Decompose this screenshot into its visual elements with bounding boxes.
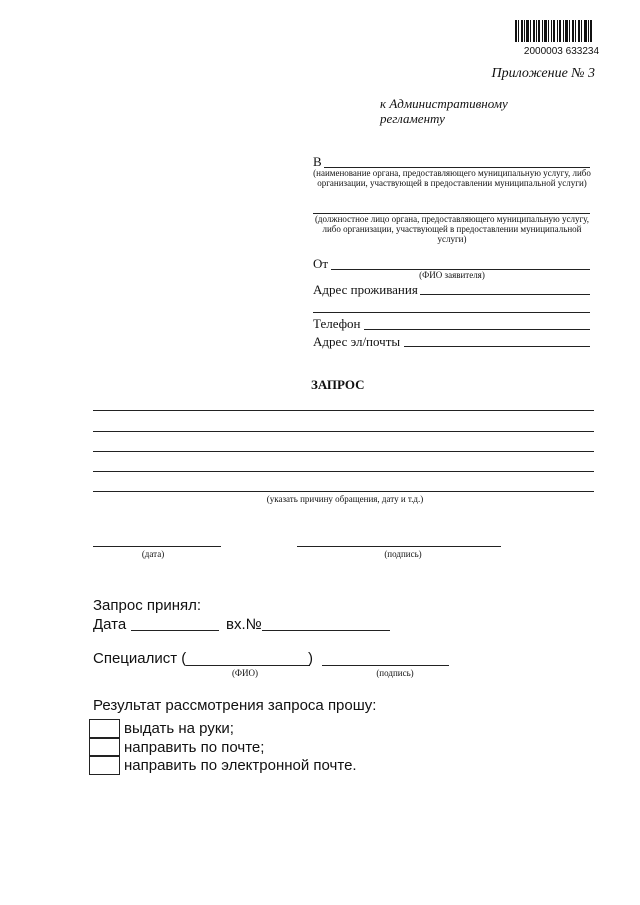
request-line-4[interactable] xyxy=(93,471,594,472)
applicant-phone-line[interactable] xyxy=(364,329,590,330)
accepted-date-label: Дата xyxy=(93,616,127,633)
request-title: ЗАПРОС xyxy=(311,377,365,392)
option-label-email: направить по электронной почте. xyxy=(124,757,357,774)
option-label-mail: направить по почте; xyxy=(124,739,265,756)
appendix-ref-line2: регламенту xyxy=(380,111,445,126)
applicant-email-label: Адрес эл/почты xyxy=(313,334,401,349)
accepted-date-line[interactable] xyxy=(131,630,219,631)
request-line-3[interactable] xyxy=(93,451,594,452)
barcode-number: 2000003 633234 xyxy=(523,46,599,57)
specialist-fio-hint: (ФИО) xyxy=(231,668,259,678)
accepted-heading: Запрос принял: xyxy=(93,597,202,614)
request-line-1[interactable] xyxy=(93,410,594,411)
recipient-official-hint: (должностное лицо органа, предоставляющего муниципальную услугу, либо организации, участвующей в предоставлении муниципальной услуги) xyxy=(314,214,590,244)
option-label-hand: выдать на руки; xyxy=(124,720,234,737)
request-reason-hint: (указать причину обращения, дату и т.д.) xyxy=(266,494,424,504)
specialist-sign-hint: (подпись) xyxy=(376,668,414,678)
request-line-5[interactable] xyxy=(93,491,594,492)
applicant-address-label: Адрес проживания xyxy=(313,282,418,297)
applicant-from-label: От xyxy=(313,256,329,271)
applicant-phone-label: Телефон xyxy=(313,316,361,331)
option-checkbox-mail[interactable] xyxy=(89,737,120,757)
specialist-close-paren: ) xyxy=(308,650,313,667)
applicant-address-line-1[interactable] xyxy=(420,294,590,295)
request-line-2[interactable] xyxy=(93,431,594,432)
date-line[interactable] xyxy=(93,546,221,547)
result-heading: Результат рассмотрения запроса прошу: xyxy=(93,697,377,714)
signature-line[interactable] xyxy=(297,546,501,547)
recipient-org-hint: (наименование органа, предоставляющего муниципальную услугу, либо организации, участвующей в предоставлении муниципальной услуги) xyxy=(313,168,591,188)
date-hint: (дата) xyxy=(141,549,165,559)
option-checkbox-hand[interactable] xyxy=(89,719,120,739)
accepted-incoming-line[interactable] xyxy=(262,630,390,631)
applicant-fio-hint: (ФИО заявителя) xyxy=(419,270,485,280)
option-checkbox-email[interactable] xyxy=(89,755,120,775)
applicant-email-line[interactable] xyxy=(404,346,590,347)
appendix-ref-line1: к Административному xyxy=(380,96,508,111)
accepted-incoming-label: вх.№ xyxy=(226,616,262,633)
specialist-label: Специалист ( xyxy=(93,650,187,667)
recipient-prefix: В xyxy=(313,154,322,169)
specialist-sign-line[interactable] xyxy=(322,665,449,666)
appendix-title: Приложение № 3 xyxy=(491,66,595,81)
specialist-fio-line[interactable] xyxy=(186,665,310,666)
signature-hint: (подпись) xyxy=(384,549,422,559)
applicant-address-line-2[interactable] xyxy=(313,312,590,313)
